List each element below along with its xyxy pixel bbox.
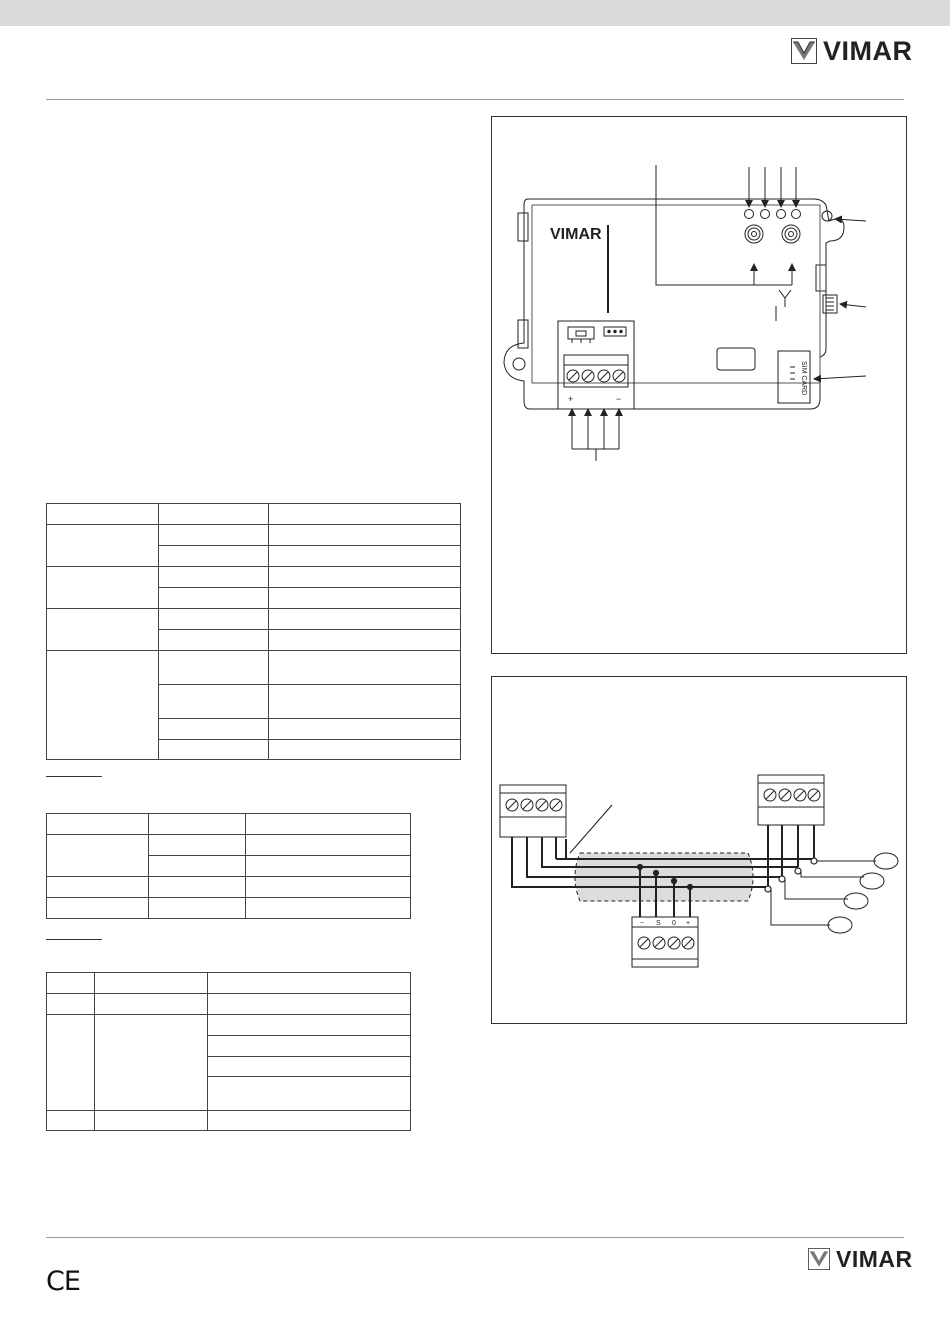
vimar-logo-icon: [808, 1248, 830, 1270]
spec-table-2: [46, 813, 411, 919]
brand-logo-bottom: [808, 1246, 913, 1272]
table-row: [47, 877, 411, 898]
table-row: [47, 973, 411, 994]
table-row: [47, 1111, 411, 1131]
vimar-logo-icon: [791, 38, 817, 64]
brand-logo-top: [791, 38, 913, 64]
table-row: [47, 651, 461, 685]
table-row: [47, 898, 411, 919]
bus-terminal-label: −: [640, 920, 645, 927]
table-row: [47, 994, 411, 1015]
header-band: [0, 0, 950, 26]
terminal-plus-label: +: [568, 394, 574, 404]
device-brand-label: VIMAR: [550, 226, 602, 243]
wiring-figure-panel: [491, 676, 907, 1024]
spec-table-1: [46, 503, 461, 760]
bus-terminal-label: +: [686, 920, 691, 927]
bus-terminal-label: 0: [672, 920, 676, 927]
terminal-minus-label: −: [616, 394, 622, 404]
table-row: [47, 814, 411, 835]
top-rule: [46, 99, 904, 100]
table-row: [47, 1015, 411, 1036]
table-row: [47, 504, 461, 525]
table-row: [47, 525, 461, 546]
brand-name: VIMAR: [836, 1246, 913, 1272]
table-row: [47, 835, 411, 856]
section-underline-1: [46, 776, 102, 777]
device-figure-panel: [491, 116, 907, 654]
table-row: [47, 609, 461, 630]
ce-mark: CE: [46, 1266, 80, 1297]
device-drawing: [492, 117, 906, 653]
wiring-diagram: [492, 677, 906, 1023]
spec-table-3: [46, 972, 411, 1131]
sim-card-label: SIM CARD: [800, 361, 807, 396]
brand-name: VIMAR: [823, 36, 913, 66]
table-row: [47, 567, 461, 588]
bus-terminal-label: S: [656, 920, 661, 927]
bottom-rule: [46, 1237, 904, 1238]
section-underline-2: [46, 939, 102, 940]
